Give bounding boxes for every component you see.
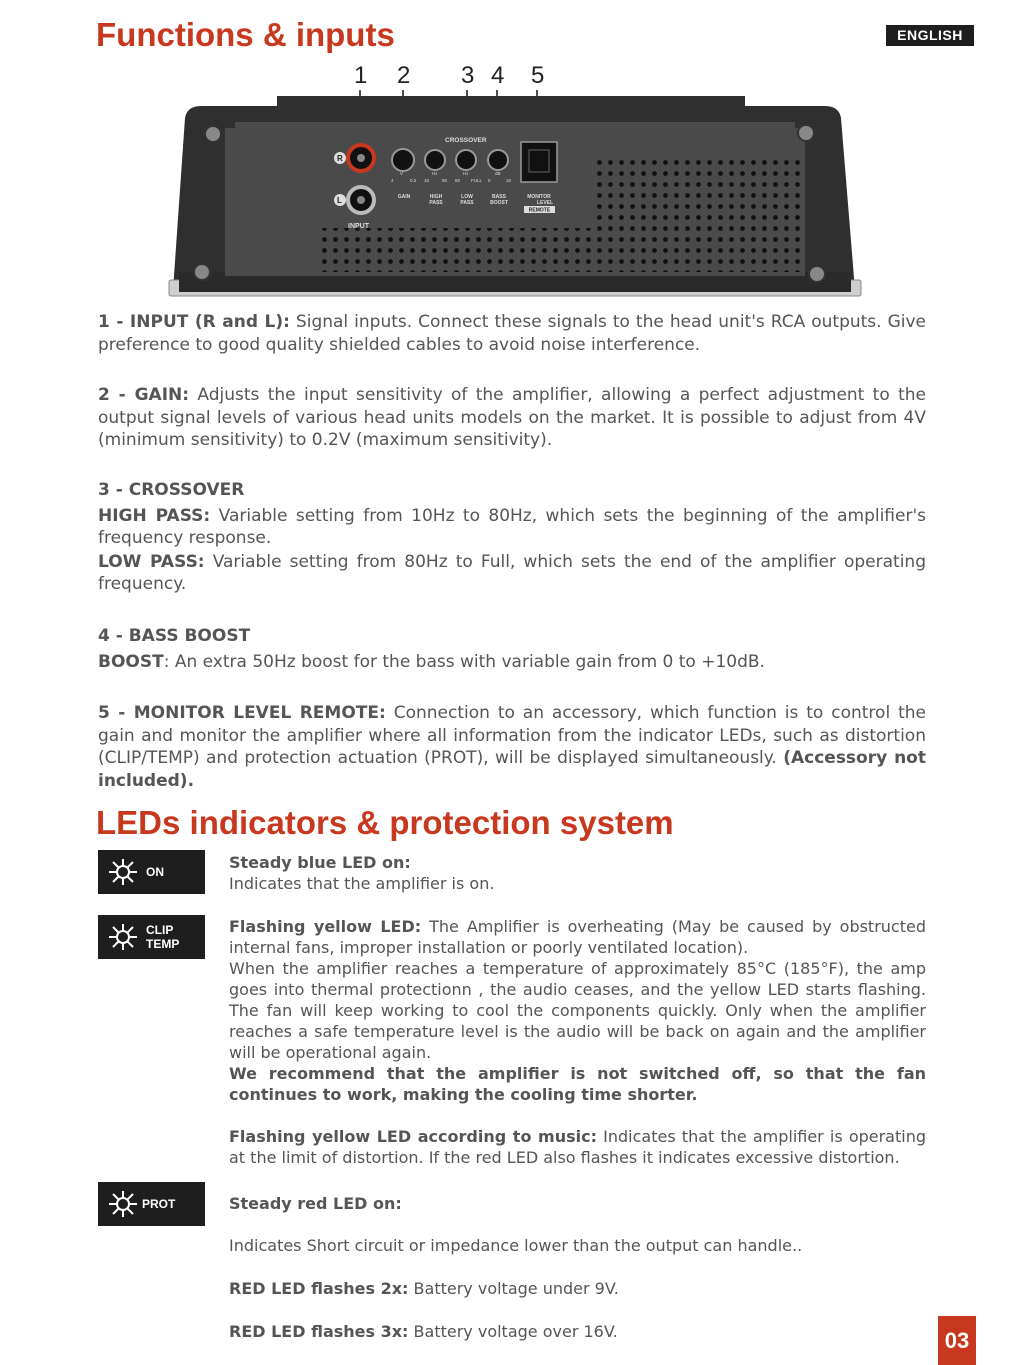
led-clip-warning: We recommend that the amplifier is not switched off, so that the fan continues to work, making the cooling time shorter.	[229, 1064, 926, 1104]
led-music-head: Flashing yellow LED according to music:	[229, 1127, 598, 1146]
callout-3: 3	[461, 62, 475, 89]
led-on-desc	[229, 852, 926, 894]
led-prot-head: Steady red LED on:	[229, 1194, 402, 1213]
led-clip-desc	[229, 916, 926, 1168]
boost-text: : An extra 50Hz boost for the bass with variable gain from 0 to +10dB.	[163, 651, 765, 672]
monitor-text: Connection to an accessory, which function is to control the gain and monitor the amplifier where all information from the indicator LEDs, such as distortion (CLIP/TEMP) and protection actuation (PROT), will be displayed simultaneously.	[98, 703, 926, 768]
callout-1: 1	[354, 62, 368, 89]
bb-scale-unit: dB	[495, 171, 501, 176]
section-crossover	[98, 479, 926, 596]
high-pass-label-1: HIGH	[429, 194, 443, 200]
boost-head: BOOST	[98, 651, 164, 672]
monitor-label-3: REMOTE	[528, 207, 551, 214]
hp-scale-min: 10	[424, 178, 430, 183]
page-title: Functions & inputs	[96, 16, 395, 53]
leds-title: LEDs indicators & protection system	[96, 804, 674, 841]
led-clip-text: The Amplifier is overheating (May be caused by obstructed internal fans, improper installation or poorly ventilated location).	[229, 917, 926, 957]
high-pass-label-2: PASS	[429, 200, 443, 206]
input-text: Signal inputs. Connect these signals to the head unit's RCA outputs. Give preference to good quality shielded cables to avoid noise interference.	[98, 312, 926, 355]
led-badge-prot-label: PROT	[142, 1197, 176, 1211]
bass-head: 4 - BASS BOOST	[98, 626, 251, 646]
low-pass-label-1: LOW	[461, 194, 473, 200]
section-bass-boost	[98, 625, 926, 673]
language-badge: ENGLISH	[886, 25, 974, 46]
gain-scale-max: 0.2	[410, 178, 417, 183]
section-monitor	[98, 702, 926, 792]
high-pass-head: HIGH PASS:	[98, 505, 211, 526]
led-badge-clip-temp	[98, 915, 205, 959]
led-prot-desc	[229, 1193, 926, 1342]
monitor-note: (Accessory not included).	[98, 748, 926, 791]
section-input	[98, 311, 926, 356]
low-pass-knob	[456, 150, 476, 170]
hp-scale-max: 80	[442, 178, 448, 183]
led-burst-icon	[108, 923, 138, 951]
lp-scale-unit: Hz	[463, 171, 469, 176]
bb-scale-min: 0	[488, 178, 491, 183]
low-pass-label-2: PASS	[460, 200, 474, 206]
led-2x-text: Battery voltage under 9V.	[408, 1279, 619, 1298]
low-pass-head: LOW PASS:	[98, 551, 205, 572]
bb-scale-max: 10	[506, 178, 512, 183]
bass-boost-label-2: BOOST	[490, 200, 508, 206]
gain-label: GAIN	[397, 194, 411, 200]
led-badge-temp-label: TEMP	[146, 937, 180, 951]
led-badge-on-label: ON	[146, 865, 164, 879]
callout-2: 2	[397, 62, 411, 89]
led-badge-on	[98, 850, 205, 894]
rca-r-label: R	[337, 154, 343, 163]
led-clip-head: Flashing yellow LED:	[229, 917, 422, 936]
callout-5: 5	[531, 62, 545, 89]
led-burst-icon	[108, 858, 138, 886]
led-badge-prot	[98, 1182, 205, 1226]
gain-text: Adjusts the input sensitivity of the amplifier, allowing a perfect adjustment to the output signal levels of various head units models on the market. It is possible to adjust from 4V (minimum sensitivity) to 0.2V (maximum sensitivity).	[98, 385, 926, 450]
hp-scale-unit: Hz	[432, 171, 438, 176]
lp-scale-max: FULL	[471, 178, 483, 183]
high-pass-text: Variable setting from 10Hz to 80Hz, which sets the beginning of the amplifier's frequency response.	[98, 505, 926, 548]
gain-scale-unit: V	[400, 171, 404, 176]
amplifier-panel-diagram	[165, 58, 865, 303]
monitor-port	[521, 142, 557, 182]
input-label: INPUT	[348, 223, 369, 230]
high-pass-knob	[425, 150, 445, 170]
gain-scale-min: 4	[391, 178, 394, 183]
led-clip-text2: When the amplifier reaches a temperature of approximately 85°C (185°F), the amp goes into thermal protectionn , the audio ceases, and the yellow LED starts flashing. The fan will keep working to cool the components quickly. Only when the amplifier reaches a safe temperature level is the audio will be back on again and the amplifier will be operational again.	[229, 959, 926, 1062]
bass-boost-knob	[488, 150, 508, 170]
section-gain	[98, 384, 926, 452]
led-burst-icon	[108, 1190, 138, 1218]
led-prot-text: Indicates Short circuit or impedance lower than the output can handle..	[229, 1236, 803, 1255]
rca-l-label: L	[337, 196, 342, 205]
monitor-label-1: MONITOR	[527, 194, 551, 200]
led-2x-head: RED LED flashes 2x:	[229, 1279, 409, 1298]
led-music-text: Indicates that the amplifier is operating at the limit of distortion. If the red LED also flashes it indicates excessive distortion.	[229, 1127, 927, 1167]
monitor-head: 5 - MONITOR LEVEL REMOTE:	[98, 703, 386, 723]
crossover-label: CROSSOVER	[445, 137, 487, 144]
led-3x-head: RED LED flashes 3x:	[229, 1322, 409, 1341]
led-badge-clip-label: CLIP	[146, 923, 174, 937]
led-3x-text: Battery voltage over 16V.	[408, 1322, 618, 1341]
page-number: 03	[938, 1316, 976, 1365]
led-on-head: Steady blue LED on:	[229, 853, 411, 872]
low-pass-text: Variable setting from 80Hz to Full, which sets the end of the amplifier operating frequency.	[98, 551, 926, 594]
gain-head: 2 - GAIN:	[98, 385, 190, 405]
bass-boost-label-1: BASS	[492, 194, 506, 200]
lp-scale-min: 80	[455, 178, 461, 183]
crossover-head: 3 - CROSSOVER	[98, 480, 245, 500]
input-head: 1 - INPUT (R and L):	[98, 312, 290, 332]
monitor-label-2: LEVEL	[536, 200, 554, 206]
gain-knob	[392, 149, 414, 171]
led-on-text: Indicates that the amplifier is on.	[229, 874, 495, 893]
callout-4: 4	[491, 62, 505, 89]
